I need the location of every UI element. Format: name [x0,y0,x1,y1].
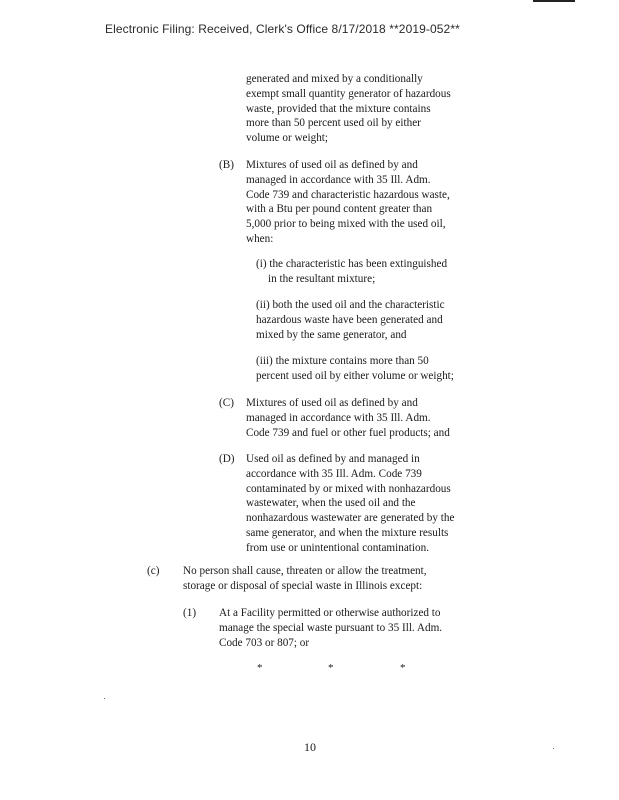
text-line: At a Facility permitted or otherwise authorized to [219,607,441,619]
text-line: Code 739 and characteristic hazardous waste, [246,188,450,201]
scan-speck [104,698,105,699]
text-line: manage the special waste pursuant to 35 Ill. Adm. [219,621,443,634]
text-line: waste, provided that the mixture contains [246,102,431,115]
page-number: 10 [304,740,316,754]
text-line: generated and mixed by a conditionally [246,73,423,85]
text-line: contaminated by or mixed with nonhazardous [246,482,451,495]
text-line: from use or unintentional contamination. [246,541,429,554]
omission-asterisk: * [257,662,263,674]
text-line: (i) the characteristic has been extinguished [256,258,448,270]
text-line: (iii) the mixture contains more than 50 [256,355,429,367]
text-line: mixed by the same generator, and [256,328,407,341]
item-1-text [219,606,442,650]
omission-asterisk: * [328,662,334,674]
sub-item-ii [256,298,445,342]
text-line: managed in accordance with 35 Ill. Adm. [246,173,431,186]
text-line: more than 50 percent used oil by either [246,117,421,130]
item-B-text [246,158,450,247]
omission-asterisk: * [400,662,406,674]
text-line: when: [246,232,274,245]
item-label-C: (C) [219,397,234,409]
text-line: (ii) both the used oil and the characteristic [256,299,445,311]
item-label-1: (1) [183,607,197,619]
sub-item-i [256,257,447,287]
text-line: Code 739 and fuel or other fuel products; and [246,426,450,439]
text-line: Mixtures of used oil as defined by and [246,397,418,409]
text-line: 5,000 prior to being mixed with the used oil, [246,218,446,231]
text-line: nonhazardous wastewater are generated by the [246,512,455,525]
text-line: with a Btu per pound content greater than [246,203,433,216]
item-C-text [246,396,450,440]
top-edge-mark [533,0,575,2]
text-line: Code 703 or 807; or [219,636,310,649]
text-line: percent used oil by either volume or weight; [256,369,454,382]
item-c-text [183,564,427,594]
text-line: Used oil as defined by and managed in [246,453,420,465]
text-line: exempt small quantity generator of hazardous [246,87,451,100]
scan-speck [553,748,554,749]
item-D-text [246,452,454,556]
text-line: Mixtures of used oil as defined by and [246,159,418,171]
item-label-c: (c) [147,565,160,577]
continued-paragraph [246,72,451,146]
text-line: No person shall cause, threaten or allow the treatment, [183,565,427,577]
text-line: managed in accordance with 35 Ill. Adm. [246,411,431,424]
text-line: same generator, and when the mixture results [246,526,449,539]
item-label-D: (D) [219,453,235,465]
text-line: hazardous waste have been generated and [256,313,443,326]
text-line: accordance with 35 Ill. Adm. Code 739 [246,467,422,480]
text-line: wastewater, when the used oil and the [246,497,416,510]
text-line: volume or weight; [246,132,329,145]
item-label-B: (B) [219,159,234,171]
text-line: in the resultant mixture; [268,272,376,285]
sub-item-iii [256,354,454,384]
filing-header: Electronic Filing: Received, Clerk's Office 8/17/2018 **2019-052** [105,22,460,36]
text-line: storage or disposal of special waste in Illinois except: [183,579,423,592]
